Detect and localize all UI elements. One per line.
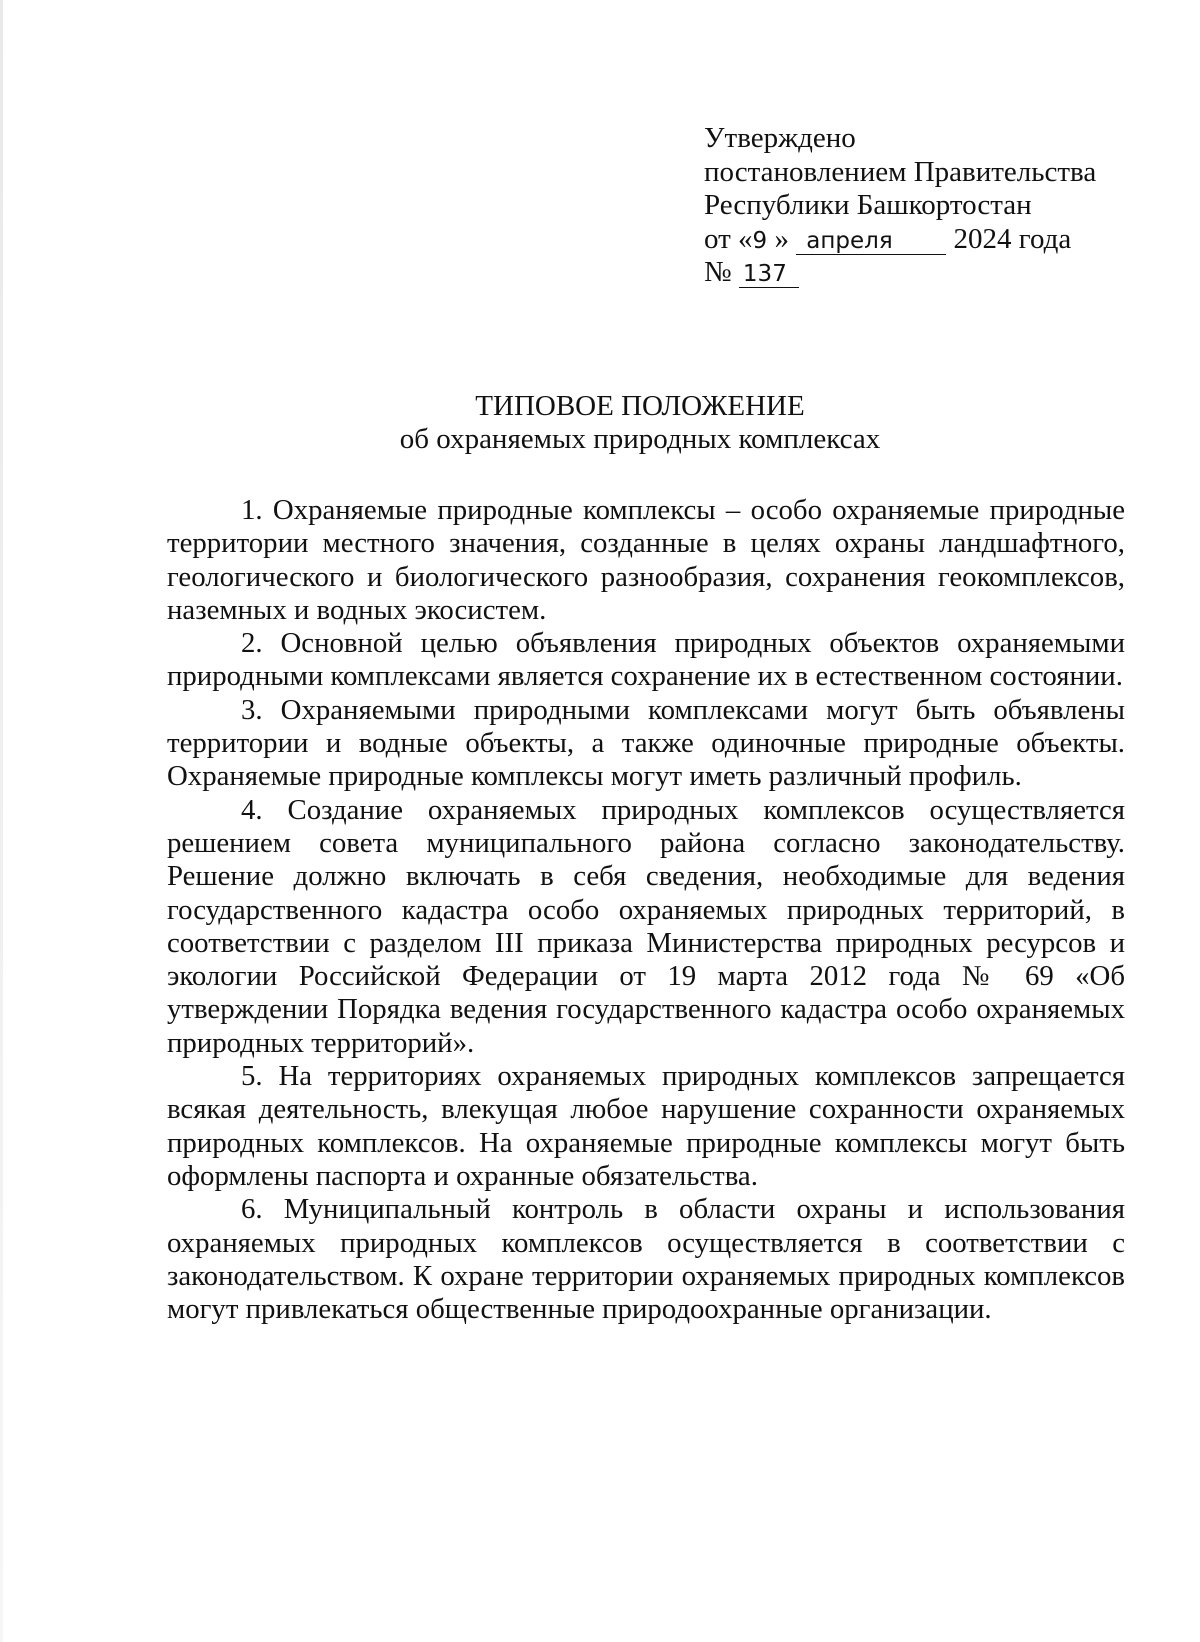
paragraph-2: 2. Основной целью объявления природных объектов охраняемыми природными комплексами является сохранение их в естественном состоянии. (167, 627, 1125, 693)
date-prefix: от « (704, 222, 753, 255)
approval-line-approved: Утверждено (704, 122, 856, 154)
date-year: 2024 года (953, 222, 1072, 255)
paragraph-3: 3. Охраняемыми природными комплексами могут быть объявлены территории и водные объекты, а также одиночные природные объекты. Охраняемые природные комплексы могут иметь различный профиль. (167, 693, 1125, 793)
scan-edge (0, 0, 3, 1642)
approval-number-line (704, 256, 1144, 290)
date-month: апреля (796, 228, 946, 255)
paragraph-1: 1. Охраняемые природные комплексы – особо охраняемые природные территории местного значения, созданные в целях охраны ландшафтного, геологического и биологического разнообразия, сохранения геокомплексов, наземных и водных экосистем. (167, 494, 1125, 626)
number-sign: № (704, 256, 732, 288)
document-body (167, 494, 1125, 1326)
document-title (160, 390, 1120, 456)
approval-line-republic: Республики Башкортостан (704, 189, 1032, 221)
paragraph-5: 5. На территориях охраняемых природных комплексов запрещается всякая деятельность, влекущая любое нарушение сохранности охраняемых природных комплексов. На охраняемые природные комплексы могут быть оформлены паспорта и охранные обязательства. (167, 1060, 1125, 1192)
number-value: 137 (739, 261, 799, 288)
title-subheading: об охраняемых природных комплексах (399, 423, 881, 455)
date-day: 9 (752, 227, 768, 254)
approval-line-resolution: постановлением Правительства (704, 155, 1097, 188)
approval-block (704, 122, 1144, 290)
date-mid: » (774, 222, 797, 255)
paragraph-4: 4. Создание охраняемых природных комплексов осуществляется решением совета муниципального района согласно законодательству. Решение должно включать в себя сведения, необходимые для ведения государственного кадастра особо охраняемых природных территорий, в соответствии с разделом III приказа Министерства природных ресурсов и экологии Российской Федерации от 19 марта 2012 года № 69 «Об утверждении Порядка ведения государственного кадастра особо охраняемых природных территорий». (167, 793, 1125, 1059)
title-heading: ТИПОВОЕ ПОЛОЖЕНИЕ (475, 390, 805, 422)
approval-date-line (704, 223, 1144, 257)
paragraph-6: 6. Муниципальный контроль в области охраны и использования охраняемых природных комплексов осуществляется в соответствии с законодательством. К охране территории охраняемых природных комплексов могут привлекаться общественные природоохранные организации. (167, 1193, 1125, 1326)
